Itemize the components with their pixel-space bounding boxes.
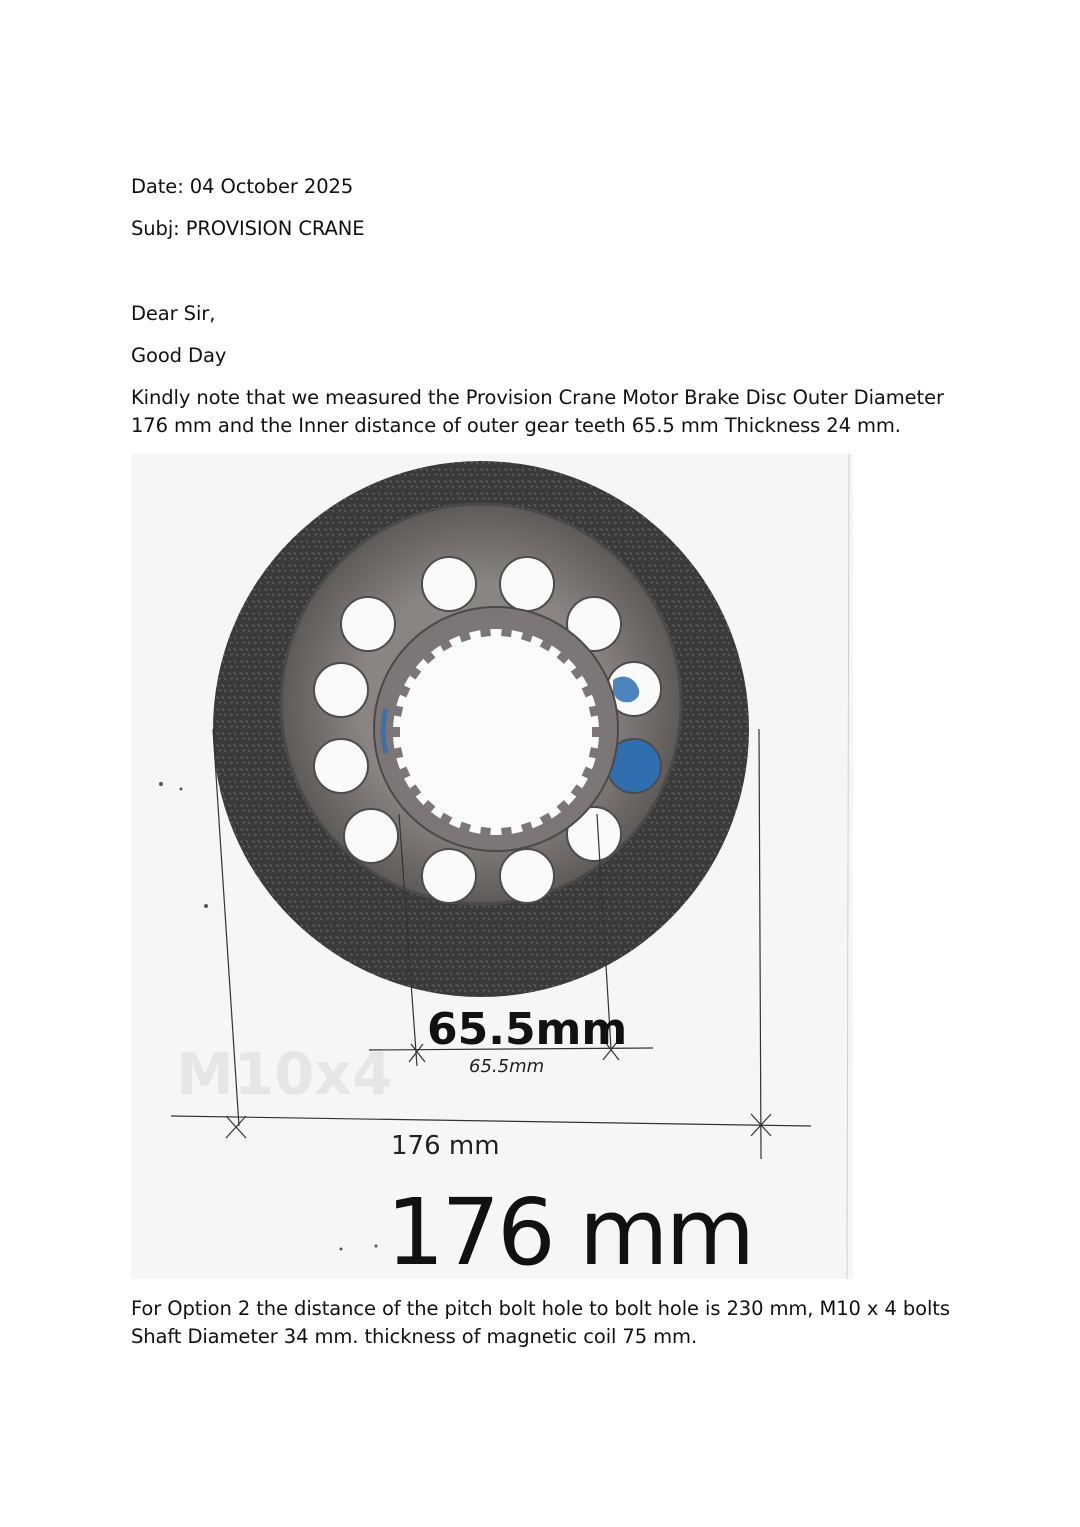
letter-date: Date: 04 October 2025	[131, 175, 354, 198]
inner-measure-label-small: 65.5mm	[469, 1056, 545, 1077]
inner-measure-label-large: 65.5mm	[427, 1004, 628, 1055]
spline-tooth	[501, 626, 512, 637]
outer-measure-label-large: 176 mm	[386, 1179, 753, 1279]
spline-tooth	[501, 827, 512, 838]
letter-closing-paragraph: For Option 2 the distance of the pitch bolt hole to bolt hole is 230 mm, M10 x 4 bolts Shaft Diameter 34 mm. thickness of magnetic coil 75 mm.	[131, 1297, 950, 1348]
spline-tooth	[592, 727, 602, 737]
splined-bore	[393, 629, 599, 835]
spline-tooth	[480, 827, 491, 838]
spline-tooth	[390, 727, 400, 737]
letter-greeting: Good Day	[131, 344, 227, 367]
spline-tooth	[391, 747, 403, 759]
faint-m10x4-text: M10x4	[176, 1040, 393, 1108]
outer-measure-label-small: 176 mm	[391, 1131, 500, 1161]
spline-tooth	[589, 747, 601, 759]
brake-disc-photo	[131, 454, 853, 1279]
letter-subject: Subj: PROVISION CRANE	[131, 217, 365, 240]
spline-tooth	[391, 705, 403, 717]
spline-tooth	[480, 626, 491, 637]
letter-salutation: Dear Sir,	[131, 302, 216, 325]
spline-tooth	[589, 705, 601, 717]
letter-body-paragraph: Kindly note that we measured the Provision Crane Motor Brake Disc Outer Diameter 176 mm and the Inner distance of outer gear teeth 65.5 mm Thickness 24 mm.	[131, 386, 944, 437]
